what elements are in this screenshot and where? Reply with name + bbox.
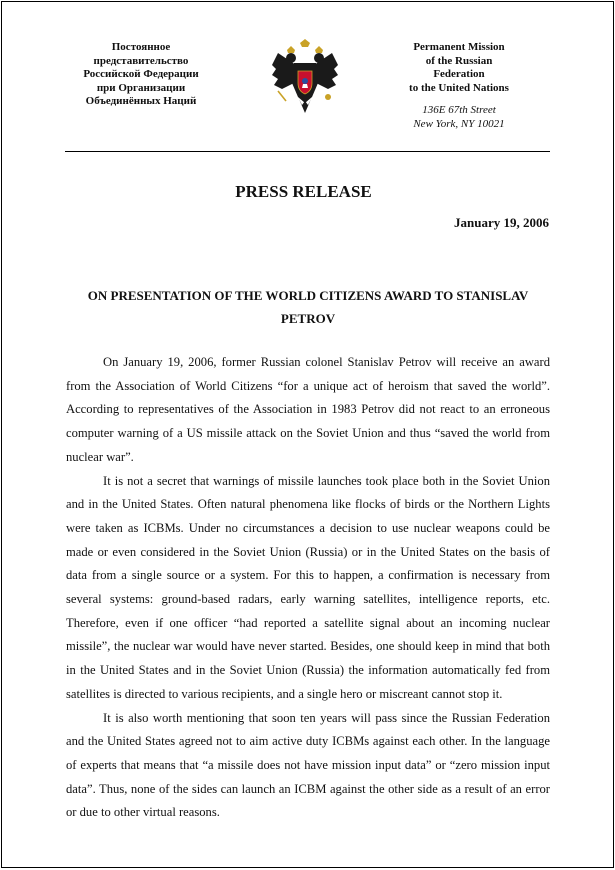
address-line: 136E 67th Street [422, 104, 496, 116]
release-date: January 19, 2006 [454, 215, 549, 230]
body-paragraph: It is not a secret that warnings of missile launches took place both in the Soviet Union and in the United States. Often natural phenomena like flocks of birds or the Northern Lights were taken as ICBMs. Under no circumstances a decision to use nuclear weapons could be made or even considered in the Soviet Union (Russia) or in the United States on the basis of data from a single source or a system. For this to happen, a confirmation is necessary from several systems: ground-based radars, early warning satellites, intelligence reports, etc. Therefore, even if one officer “had reported a satellite signal about an incoming nuclear missile”, the nuclear war would have never started. Besides, one should keep in mind that both in the United States and in the Soviet Union (Russia) the information automatically fed from satellites is directed to various recipients, and a single hero or miscreant cannot stop it. [66, 473, 550, 701]
press-release-page [1, 1, 614, 868]
header-right-line: of the Russian [425, 54, 493, 67]
release-heading [68, 284, 548, 330]
heading-line: ON PRESENTATION OF THE WORLD CITIZENS AWARD TO STANISLAV [87, 288, 529, 303]
header-mission-russian [66, 41, 216, 109]
header-left-line: представительство [93, 54, 189, 67]
header-right-line: to the United Nations [409, 81, 509, 94]
double-headed-eagle-icon [270, 39, 340, 115]
page-title: PRESS RELEASE [235, 182, 372, 201]
heading-line: PETROV [280, 311, 336, 326]
header-right-line: Federation [433, 68, 485, 80]
header-left-line: Постоянное [111, 41, 171, 53]
header-mission-english [385, 41, 533, 131]
address-line: New York, NY 10021 [413, 117, 505, 130]
mission-address [385, 104, 533, 131]
header-divider [65, 151, 550, 152]
header-left-line: при Организации [96, 81, 186, 94]
body-paragraph: On January 19, 2006, former Russian colonel Stanislav Petrov will receive an award from the Association of World Citizens “for a unique act of heroism that saved the world”. According to representatives of the Association in 1983 Petrov did not react to an erroneous computer warning of a US missile attack on the Soviet Union and thus “saved the world from nuclear war”. [66, 355, 550, 464]
header-left-line: Объединённых Наций [85, 95, 197, 107]
header-left-line: Российской Федерации [83, 68, 199, 80]
header-right-line: Permanent Mission [413, 41, 505, 53]
release-body [66, 351, 550, 825]
body-paragraph: It is also worth mentioning that soon ten years will pass since the Russian Federation and the United States agreed not to aim active duty ICBMs against each other. In the language of experts that means that “a missile does not have mission input data” or “zero mission input data”. Thus, none of the sides can launch an ICBM against the other side as a result of an error or due to other virtual reasons. [66, 710, 550, 820]
